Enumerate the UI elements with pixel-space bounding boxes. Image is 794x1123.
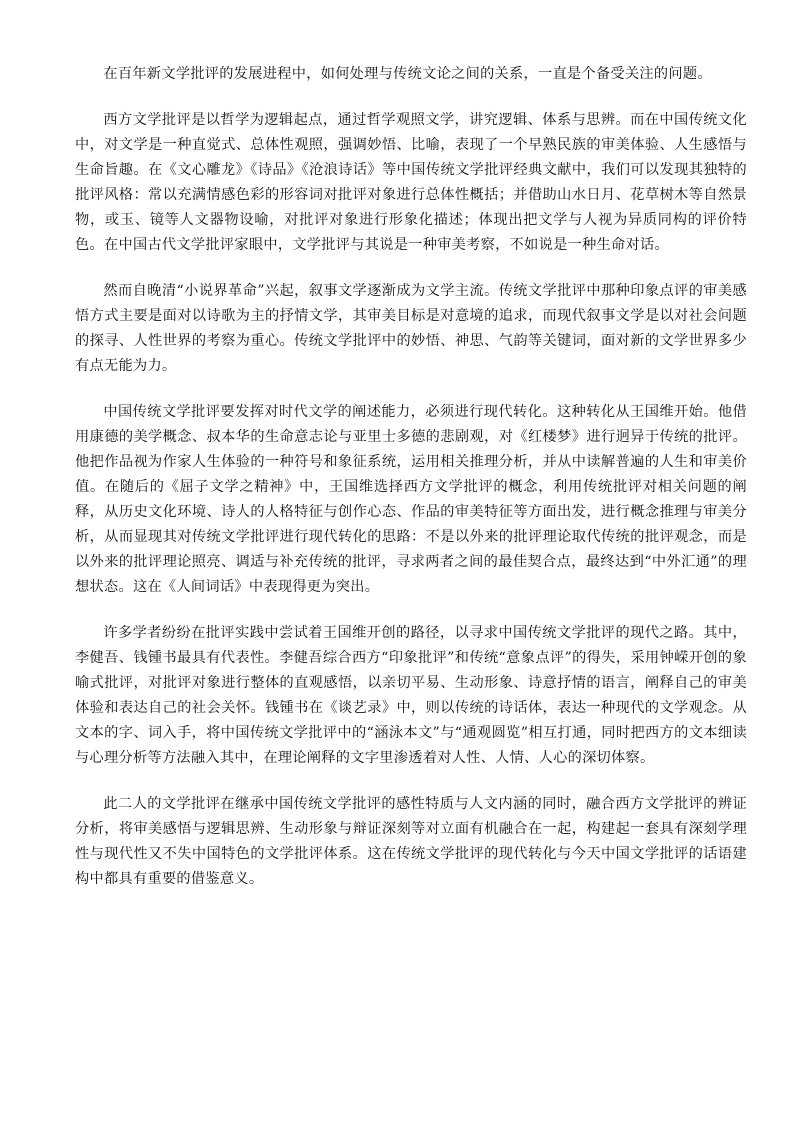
paragraph-2: 西方文学批评是以哲学为逻辑起点，通过哲学观照文学，讲究逻辑、体系与思辨。而在中国传统文化中，对文学是一种直觉式、总体性观照，强调妙悟、比喻，表现了一个早熟民族的审美体验、人生感悟与生命旨趣。在《文心雕龙》《诗品》《沧浪诗话》等中国传统文学批评经典文献中，我们可以发现其独特的批评风格：常以充满情感色彩的形容词对批评对象进行总体性概括；并借助山水日月、花草树木等自然景物，或玉、镜等人文器物设喻，对批评对象进行形象化描述；体现出把文学与人视为异质同构的评价特色。在中国古代文学批评家眼中，文学批评与其说是一种审美考察，不如说是一种生命对话。 bbox=[75, 112, 747, 253]
paragraph-1: 在百年新文学批评的发展进程中，如何处理与传统文论之间的关系，一直是个备受关注的问题。 bbox=[103, 66, 712, 82]
paragraph-6: 此二人的文学批评在继承中国传统文学批评的感性特质与人文内涵的同时，融合西方文学批评的辨证分析，将审美感悟与逻辑思辨、生动形象与辩证深刻等对立面有机融合在一起，构建起一套具有深刻学理性与现代性又不失中国特色的文学批评体系。这在传统文学批评的现代转化与今天中国文学批评的话语建构中都具有重要的借鉴意义。 bbox=[75, 796, 747, 887]
paragraph-3: 然而自晚清“小说界革命”兴起，叙事文学逐渐成为文学主流。传统文学批评中那种印象点评的审美感悟方式主要是面对以诗歌为主的抒情文学，其审美目标是对意境的追求，而现代叙事文学是以对社会问题的探寻、人性世界的考察为重心。传统文学批评中的妙悟、神思、气韵等关键词，面对新的文学世界多少有点无能为力。 bbox=[75, 283, 747, 374]
paragraph-4: 中国传统文学批评要发挥对时代文学的阐述能力，必须进行现代转化。这种转化从王国维开始。他借用康德的美学概念、叔本华的生命意志论与亚里士多德的悲剧观，对《红楼梦》进行迥异于传统的批评。他把作品视为作家人生体验的一种符号和象征系统，运用相关推理分析，并从中读解普遍的人生和审美价值。在随后的《屈子文学之精神》中，王国维选择西方文学批评的概念，利用传统批评对相关问题的阐释，从历史文化环境、诗人的人格特征与创作心态、作品的审美特征等方面出发，进行概念推理与审美分析，从而显现其对传统文学批评进行现代转化的思路：不是以外来的批评理论取代传统的批评观念，而是以外来的批评理论照亮、调适与补充传统的批评，寻求两者之间的最佳契合点，最终达到“中外汇通”的理想状态。这在《人间词话》中表现得更为突出。 bbox=[75, 404, 747, 595]
paragraph-5: 许多学者纷纷在批评实践中尝试着王国维开创的路径，以寻求中国传统文学批评的现代之路。其中，李健吾、钱锺书最具有代表性。李健吾综合西方“印象批评”和传统“意象点评”的得失，采用钟嵘开创的象喻式批评，对批评对象进行整体的直观感悟，以亲切平易、生动形象、诗意抒情的语言，阐释自己的审美体验和表达自己的社会关怀。钱锺书在《谈艺录》中，则以传统的诗话体，表达一种现代的文学观念。从文本的字、词入手，将中国传统文学批评中的“涵泳本文”与“通观圆览”相互打通，同时把西方的文本细读与心理分析等方法融入其中，在理论阐释的文字里渗透着对人性、人情、人心的深切体察。 bbox=[75, 625, 747, 766]
document-body bbox=[75, 62, 747, 913]
